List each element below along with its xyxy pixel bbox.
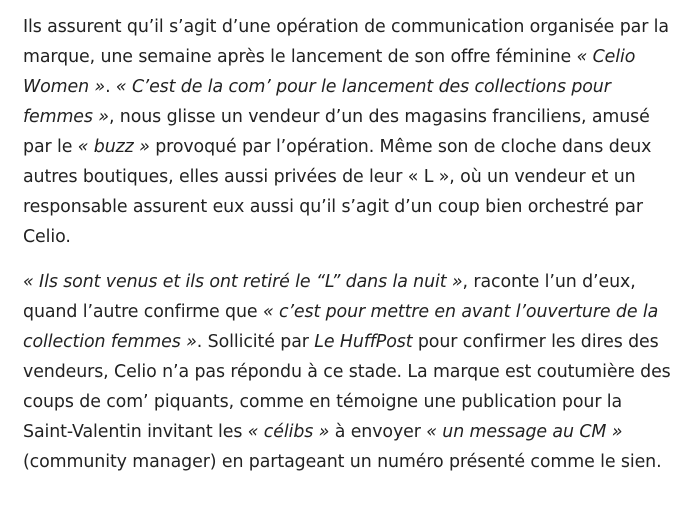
- text-segment: provoqué par l’opération. Même son de cloche dans deux autres boutiques, elles aussi privées de leur « L », où un vendeur et un responsable assurent eux aussi qu’il s’agit d’un coup bien orchestré par Celio.: [23, 137, 652, 247]
- text-segment: à envoyer: [329, 422, 427, 442]
- text-segment: , nous glisse un vendeur d’un des magasins franciliens, amusé par le: [23, 107, 650, 157]
- text-segment: , raconte l’un d’eux, quand l’autre confirme que: [23, 272, 636, 322]
- quote-message-cm: « un message au CM »: [426, 422, 623, 442]
- quote-com-collections: « C’est de la com’ pour le lancement des collections pour femmes »: [23, 77, 611, 127]
- article-body: [23, 12, 673, 477]
- text-segment: Ils assurent qu’il s’agit d’une opération de communication organisée par la marque, une semaine après le lancement de son offre féminine: [23, 17, 669, 67]
- text-segment: (community manager) en partageant un numéro présenté comme le sien.: [23, 452, 662, 472]
- quote-celibs: « célibs »: [247, 422, 330, 442]
- paragraph-1: [23, 12, 673, 252]
- text-segment: . Sollicité par: [196, 332, 315, 352]
- text-segment: .: [105, 77, 116, 97]
- quote-celio-women: « Celio Women »: [23, 47, 636, 97]
- publication-name: Le HuffPost: [314, 332, 413, 352]
- text-segment: pour confirmer les dires des vendeurs, Celio n’a pas répondu à ce stade. La marque est coutumière des coups de com’ piquants, comme en témoigne une publication pour la Saint-Valentin invitant les: [23, 332, 671, 442]
- quote-ouverture-collection: « c’est pour mettre en avant l’ouverture de la collection femmes »: [23, 302, 659, 352]
- paragraph-2: [23, 267, 673, 477]
- quote-buzz: « buzz »: [77, 137, 150, 157]
- quote-retire-l: « Ils sont venus et ils ont retiré le “L” dans la nuit »: [23, 272, 463, 292]
